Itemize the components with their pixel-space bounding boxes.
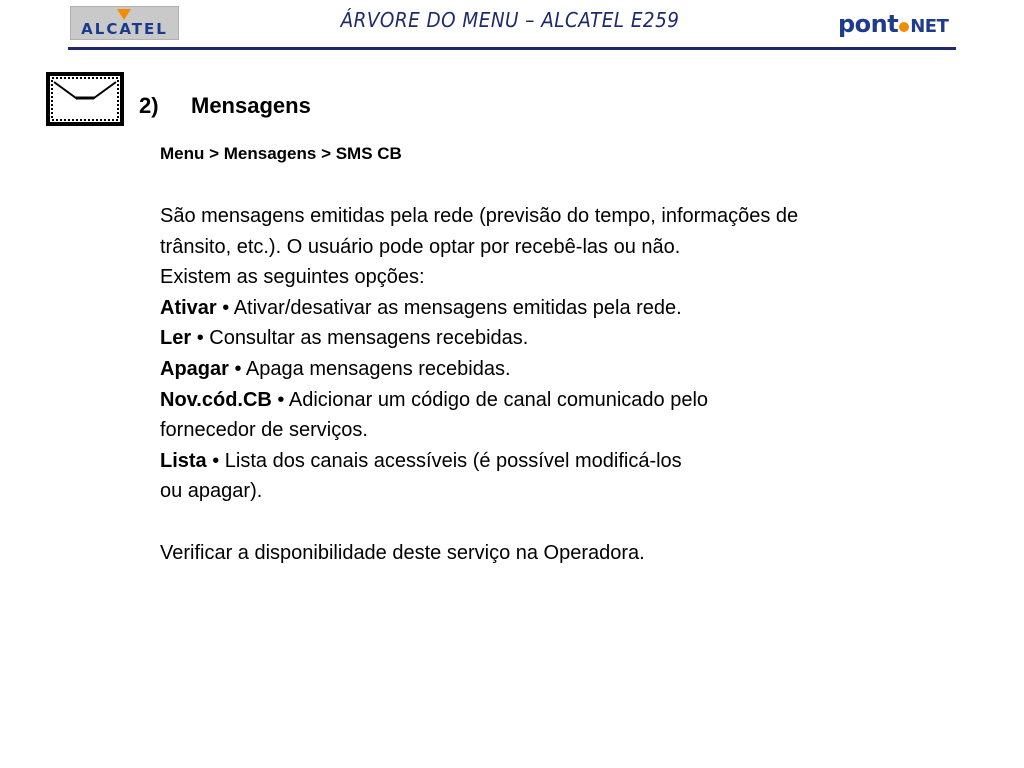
slide-header bbox=[0, 0, 1024, 52]
option-ativar bbox=[160, 293, 940, 324]
alcatel-logo-triangle bbox=[117, 9, 131, 20]
option-lista bbox=[160, 446, 940, 477]
section-number: 2) bbox=[139, 93, 159, 118]
intro-line: São mensagens emitidas pela rede (previsão do tempo, informações de bbox=[160, 205, 799, 227]
option-description: • Consultar as mensagens recebidas. bbox=[196, 327, 529, 350]
option-name: Apagar bbox=[160, 357, 229, 380]
option-nov-cod-cb bbox=[160, 385, 940, 416]
option-apagar bbox=[160, 354, 940, 385]
option-description: • Lista dos canais acessíveis (é possível modificá-los bbox=[212, 449, 682, 472]
option-description: • Apaga mensagens recebidas. bbox=[234, 357, 511, 380]
option-name: Ler bbox=[160, 327, 192, 350]
alcatel-logo bbox=[70, 6, 179, 40]
intro-line: Existem as seguintes opções: bbox=[160, 266, 425, 289]
header-divider bbox=[68, 47, 956, 50]
option-continuation: ou apagar). bbox=[160, 480, 263, 503]
option-name: Nov.cód.CB bbox=[160, 388, 272, 411]
intro-line: trânsito, etc.). O usuário pode optar por recebê-las ou não. bbox=[160, 235, 681, 258]
body-text bbox=[160, 201, 940, 568]
breadcrumb: Menu > Mensagens > SMS CB bbox=[160, 144, 402, 163]
section-title: Mensagens bbox=[191, 93, 311, 118]
section-heading bbox=[139, 93, 311, 119]
ponto-net-logo-part2: NET bbox=[910, 16, 949, 37]
ponto-net-logo-part1: pont bbox=[838, 10, 899, 38]
page-title: ÁRVORE DO MENU – ALCATEL E259 bbox=[340, 8, 680, 32]
option-name: Ativar bbox=[160, 296, 217, 319]
option-continuation: fornecedor de serviços. bbox=[160, 419, 368, 442]
option-description: • Ativar/desativar as mensagens emitidas pela rede. bbox=[222, 296, 682, 319]
envelope-icon bbox=[46, 72, 124, 126]
alcatel-logo-text: ALCATEL bbox=[81, 20, 168, 38]
footer-note: Verificar a disponibilidade deste serviço na Operadora. bbox=[160, 541, 645, 564]
option-ler bbox=[160, 323, 940, 354]
option-name: Lista bbox=[160, 449, 207, 472]
paragraph-gap bbox=[160, 507, 940, 538]
option-description: • Adicionar um código de canal comunicado pelo bbox=[277, 388, 709, 411]
ponto-net-logo-dot bbox=[899, 22, 909, 32]
ponto-net-logo bbox=[838, 10, 948, 38]
